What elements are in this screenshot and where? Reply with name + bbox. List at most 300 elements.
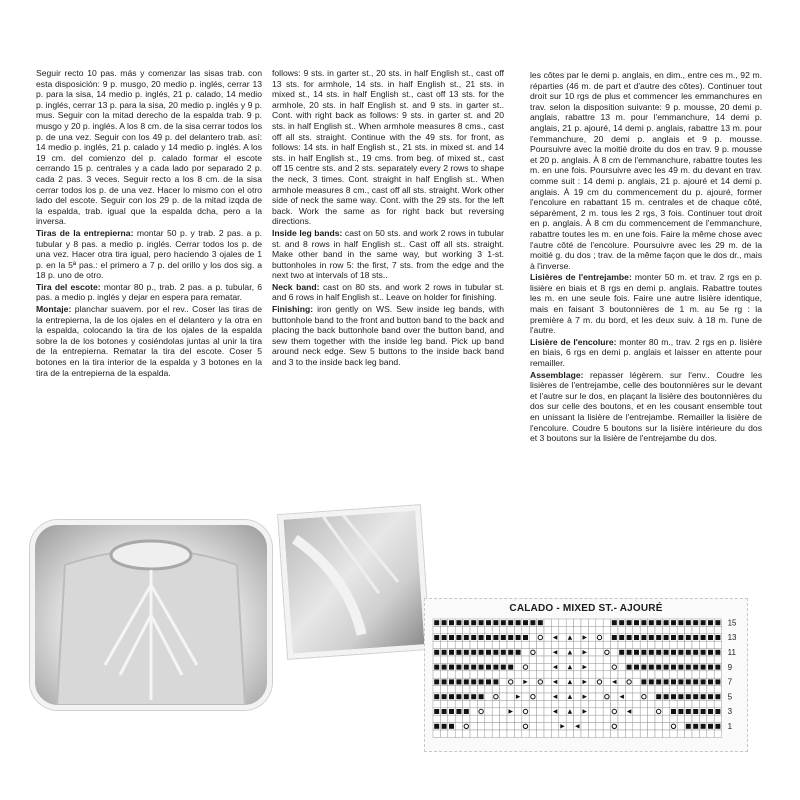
chart-cell [588,634,595,641]
chart-cell [529,626,536,633]
chart-cell [633,671,640,678]
chart-cell [433,656,440,663]
chart-cell [685,686,692,693]
chart-cell [559,686,566,693]
chart-cell [648,656,655,663]
chart-purl-square [649,650,654,655]
chart-cell [625,730,632,737]
chart-cell [611,700,618,707]
chart-purl-square [686,620,691,625]
chart-cell [485,626,492,633]
chart-cell [618,715,625,722]
chart-cell [714,686,721,693]
chart-cell [463,700,470,707]
chart-cell [537,656,544,663]
chart-cell [574,671,581,678]
knitted-garment-photo [30,520,272,710]
chart-cell [551,730,558,737]
chart-cell [537,708,544,715]
chart-purl-square [471,694,476,699]
chart-purl-square [442,709,447,714]
chart-cell [625,671,632,678]
chart-purl-square [656,620,661,625]
chart-purl-square [523,620,528,625]
chart-cell [588,671,595,678]
chart-purl-square [619,650,624,655]
chart-cell [618,708,625,715]
chart-cell [566,619,573,626]
chart-cell [588,715,595,722]
chart-purl-square [671,650,676,655]
chart-purl-square [701,635,706,640]
chart-cell [551,619,558,626]
chart-cell [648,671,655,678]
chart-purl-square [715,709,720,714]
chart-cell [522,671,529,678]
chart-row-label: 5 [727,692,733,702]
chart-cell [500,693,507,700]
chart-cell [588,649,595,656]
chart-purl-square [649,665,654,670]
chart-cell [537,641,544,648]
chart-purl-square [442,679,447,684]
chart-cell [544,619,551,626]
chart-cell [529,715,536,722]
chart-cell [692,686,699,693]
chart-cell [633,678,640,685]
chart-cell [559,671,566,678]
chart-cell [670,730,677,737]
chart-cell [514,626,521,633]
chart-cell [507,671,514,678]
chart-purl-square [634,665,639,670]
detail-band [295,535,362,639]
chart-purl-square [627,665,632,670]
chart-purl-square [641,679,646,684]
chart-cell [537,693,544,700]
chart-cell [514,708,521,715]
chart-cell [625,656,632,663]
chart-cell [507,730,514,737]
chart-cell [648,723,655,730]
chart-cell [566,686,573,693]
chart-cell [692,641,699,648]
chart-cell [655,656,662,663]
chart-cell [485,730,492,737]
chart-cell [685,626,692,633]
chart-purl-square [479,650,484,655]
chart-cell [477,723,484,730]
chart-purl-square [449,709,454,714]
chart-cell [433,700,440,707]
chart-purl-square [501,620,506,625]
chart-row-label: 1 [727,722,733,731]
detail-illustration [283,511,424,654]
chart-cell [529,641,536,648]
chart-cell [677,730,684,737]
chart-cell [707,626,714,633]
chart-cell [529,708,536,715]
chart-cell [618,700,625,707]
chart-purl-square [708,620,713,625]
chart-purl-square [434,635,439,640]
chart-cell [566,730,573,737]
chart-purl-square [693,679,698,684]
chart-cell [596,686,603,693]
chart-cell [559,656,566,663]
chart-purl-square [649,620,654,625]
chart-cell [514,656,521,663]
chart-cell [640,723,647,730]
chart-cell [559,708,566,715]
chart-cell [670,715,677,722]
chart-purl-square [678,679,683,684]
chart-cell [485,715,492,722]
chart-cell [633,723,640,730]
chart-cell [433,671,440,678]
chart-purl-square [456,635,461,640]
chart-cell [514,723,521,730]
chart-cell [492,671,499,678]
chart-purl-square [479,694,484,699]
chart-cell [699,686,706,693]
chart-purl-square [464,665,469,670]
chart-cell [433,686,440,693]
chart-cell [537,686,544,693]
chart-cell [603,686,610,693]
chart-cell [618,730,625,737]
chart-purl-square [449,650,454,655]
chart-cell [574,663,581,670]
chart-cell [685,700,692,707]
chart-cell [507,723,514,730]
chart-cell [522,641,529,648]
chart-cell [522,715,529,722]
spanish-paragraph-body: Seguir recto 10 pas. más y comenzar las sisas trab. con esta disposición: 9 p. musgo, 20 medio p. inglés, cerrar 13 p. para la sisa, 14 medio p. inglés, 21 p. calado, 14 medio p. inglés, cerrar 13 p. para la sisa, 20 medio p. inglés y 9 p. mus. Seguir con la mitad derecho de la espalda trab. 9 p. musgo y 20 p. inglés. A los 8 cm. de la sisa cerrar todos los p. de una vez. Seguir con los 49 p. del delantero trab. así: 14 medio p. inglés, 21 p. calado y 14 medio p. inglés. A los 19 cm. del comienzo del p. calado formar el escote cerrando 15 p. centrales y a cada lado por separado 2 p. cada 2 pas. 3 veces. Seguir recto a los 8 cm. de la sisa cerrar todos los p. de una vez. Hacer lo mismo con el otro lado del escote. Seguir con los 29 p. de la mitad izqda de la espalda, trab. igual que la espalda dcha, pero a la inversa. [36,68,262,227]
chart-cell [648,626,655,633]
chart-cell [588,619,595,626]
chart-purl-square [671,709,676,714]
chart-purl-square [493,679,498,684]
chart-cell [633,693,640,700]
chart-cell [492,641,499,648]
garment-illustration [35,525,267,705]
chart-cell [655,671,662,678]
chart-cell [685,641,692,648]
chart-cell [551,686,558,693]
chart-cell [529,686,536,693]
chart-cell [655,715,662,722]
chart-cell [707,656,714,663]
chart-cell [640,686,647,693]
chart-cell [655,700,662,707]
chart-purl-square [479,679,484,684]
chart-cell [455,686,462,693]
chart-cell [603,708,610,715]
chart-cell [692,671,699,678]
chart-cell [514,686,521,693]
chart-cell [662,730,669,737]
chart-purl-square [693,650,698,655]
chart-cell [640,671,647,678]
chart-cell [588,730,595,737]
chart-cell [500,626,507,633]
chart-purl-square [627,650,632,655]
chart-cell [574,641,581,648]
chart-cell [677,686,684,693]
chart-row-label: 15 [727,618,737,628]
chart-cell [500,656,507,663]
chart-cell [500,686,507,693]
chart-cell [485,656,492,663]
chart-purl-square [456,694,461,699]
garment-neckline [111,541,191,569]
chart-purl-square [464,620,469,625]
french-paragraph-leg-bands [530,272,762,336]
chart-purl-square [708,709,713,714]
chart-purl-square [456,679,461,684]
chart-cell [500,671,507,678]
chart-cell [581,619,588,626]
chart-cell [477,686,484,693]
chart-cell [603,663,610,670]
chart-cell [485,641,492,648]
chart-cell [611,686,618,693]
chart-purl-square [656,679,661,684]
chart-cell [574,649,581,656]
chart-purl-square [664,694,669,699]
chart-cell [603,700,610,707]
chart-cell [544,634,551,641]
chart-cell [611,649,618,656]
chart-cell [581,700,588,707]
chart-cell [677,700,684,707]
chart-cell [714,730,721,737]
chart-purl-square [619,635,624,640]
chart-cell [514,715,521,722]
chart-cell [463,671,470,678]
chart-purl-square [464,694,469,699]
chart-purl-square [715,724,720,729]
chart-purl-square [442,665,447,670]
chart-purl-square [678,694,683,699]
chart-cell [603,678,610,685]
chart-cell [574,715,581,722]
chart-purl-square [508,620,513,625]
chart-cell [440,686,447,693]
chart-purl-square [701,709,706,714]
knitted-detail-photo [278,505,430,659]
chart-purl-square [693,665,698,670]
chart-cell [492,723,499,730]
chart-cell [470,708,477,715]
chart-cell [603,671,610,678]
chart-cell [566,671,573,678]
chart-purl-square [508,665,513,670]
chart-cell [537,700,544,707]
chart-cell [455,723,462,730]
chart-purl-square [501,650,506,655]
chart-cell [522,693,529,700]
chart-cell [685,715,692,722]
chart-cell [507,626,514,633]
chart-cell [544,715,551,722]
chart-cell [566,723,573,730]
chart-cell [596,700,603,707]
chart-cell [625,686,632,693]
chart-cell [440,626,447,633]
chart-cell [455,641,462,648]
english-text-finishing: iron gently on WS. Sew inside leg bands, with buttonhole band to the front and button band to the back and placing the back buttonhole band over the button band, and sew them together with the inside leg band. Pick up band around neck edge. Sew 5 buttons to the inside back band and 3 to the inside back leg band. [272,304,504,368]
chart-cell [566,715,573,722]
chart-purl-square [664,635,669,640]
chart-cell [470,656,477,663]
french-text-leg-bands: monter 50 m. et trav. 2 rgs en p. lisière en biais et 8 rgs en demi p. anglais. Rabattre toutes les m. en une seule fois. Faire une autre lisière identique, mais en faisant 3 boutonnières de 1 m. au 5e rg : la première à 7 m. du bord, et les deux suiv. à 18 m. l'une de l'autre. [530,272,763,336]
chart-purl-square [464,635,469,640]
chart-cell [611,641,618,648]
chart-cell [633,730,640,737]
chart-cell [463,641,470,648]
chart-cell [514,671,521,678]
chart-cell [433,715,440,722]
chart-cell [470,700,477,707]
chart-cell [492,656,499,663]
chart-purl-square [456,620,461,625]
spanish-paragraph-leg-bands [36,228,262,281]
spanish-paragraph-neck-band [36,282,262,303]
chart-cell [640,656,647,663]
french-heading-finishing: Assemblage: [530,369,584,380]
chart-cell [692,626,699,633]
chart-purl-square [715,694,720,699]
english-text-neck-band: cast on 80 sts. and work 2 rows in tubular st. and 6 rows in half English st.. Leave on holder for finishing. [272,281,504,303]
chart-cell [448,671,455,678]
chart-cell [596,641,603,648]
chart-cell [648,715,655,722]
chart-cell [699,700,706,707]
chart-cell [655,730,662,737]
chart-cell [625,641,632,648]
chart-purl-square [715,620,720,625]
chart-cell [603,730,610,737]
chart-purl-square [479,620,484,625]
chart-purl-square [434,724,439,729]
chart-cell [588,656,595,663]
chart-cell [574,678,581,685]
english-heading-finishing: Finishing: [272,304,314,315]
chart-cell [714,641,721,648]
chart-purl-square [471,635,476,640]
chart-cell [662,671,669,678]
chart-purl-square [442,650,447,655]
chart-cell [455,700,462,707]
chart-cell [470,723,477,730]
chart-cell [677,723,684,730]
chart-cell [699,641,706,648]
chart-cell [581,626,588,633]
chart-cell [633,686,640,693]
chart-cell [574,693,581,700]
chart-purl-square [538,620,543,625]
spanish-text-neck-band: montar 80 p., trab. 2 pas. a p. tubular, 6 pas. a medio p. inglés y dejar en espera para rematar. [36,281,262,303]
chart-purl-square [693,635,698,640]
chart-cell [662,626,669,633]
chart-cell [485,708,492,715]
chart-cell [537,723,544,730]
chart-purl-square [701,650,706,655]
chart-title: CALADO - MIXED ST.- AJOURÉ [509,603,663,614]
chart-cell [500,730,507,737]
chart-cell [559,715,566,722]
chart-cell [685,671,692,678]
chart-cell [440,715,447,722]
chart-purl-square [708,679,713,684]
chart-cell [574,730,581,737]
chart-row-label: 3 [727,707,733,717]
chart-cell [677,671,684,678]
chart-purl-square [708,665,713,670]
chart-cell [655,686,662,693]
chart-purl-square [479,665,484,670]
chart-purl-square [634,650,639,655]
chart-cell [477,730,484,737]
chart-cell [603,619,610,626]
chart-cell [448,730,455,737]
chart-purl-square [516,635,521,640]
chart-cell [440,641,447,648]
chart-cell [522,686,529,693]
chart-cell [596,626,603,633]
spanish-text-leg-bands: montar 50 p. y trab. 2 pas. a p. tubular y 8 pas. a medio p. inglés. Cerrar todos los p. de una vez. Hacer otra tira igual, pero haciendo 3 ojales de 1 p. en la 5ª pas.: el primero a 7 p. del orillo y los dos sig. a 18 p. uno de otro. [36,227,262,281]
chart-purl-square [523,635,528,640]
chart-purl-square [434,620,439,625]
chart-cell [448,715,455,722]
chart-purl-square [686,635,691,640]
stitch-chart [424,598,748,752]
english-text-leg-bands: cast on 50 sts. and work 2 rows in tubular st. and 8 rows in half English st.. Cast off all sts. straight. Make other band in the same way, but working 3 1-st. buttonholes in row 5: the first, 7 sts. from the edge and the next two at intervals of 18 sts.. [272,227,504,281]
chart-cell [492,715,499,722]
chart-cell [648,641,655,648]
chart-cell [455,715,462,722]
chart-cell [463,626,470,633]
chart-cell [662,700,669,707]
chart-cell [544,730,551,737]
chart-purl-square [664,650,669,655]
chart-purl-square [715,679,720,684]
chart-cell [500,641,507,648]
spanish-paragraph-finishing [36,304,262,378]
french-paragraph-finishing [530,370,762,444]
chart-purl-square [671,679,676,684]
chart-cell [544,649,551,656]
chart-purl-square [715,635,720,640]
chart-cell [611,730,618,737]
chart-purl-square [486,620,491,625]
chart-cell [707,641,714,648]
chart-cell [537,663,544,670]
chart-purl-square [434,679,439,684]
chart-cell [544,686,551,693]
chart-purl-square [464,650,469,655]
chart-purl-square [686,709,691,714]
chart-purl-square [516,650,521,655]
chart-cell [455,626,462,633]
chart-cell [455,671,462,678]
chart-cell [596,708,603,715]
chart-purl-square [656,635,661,640]
chart-cell [596,730,603,737]
chart-purl-square [627,620,632,625]
